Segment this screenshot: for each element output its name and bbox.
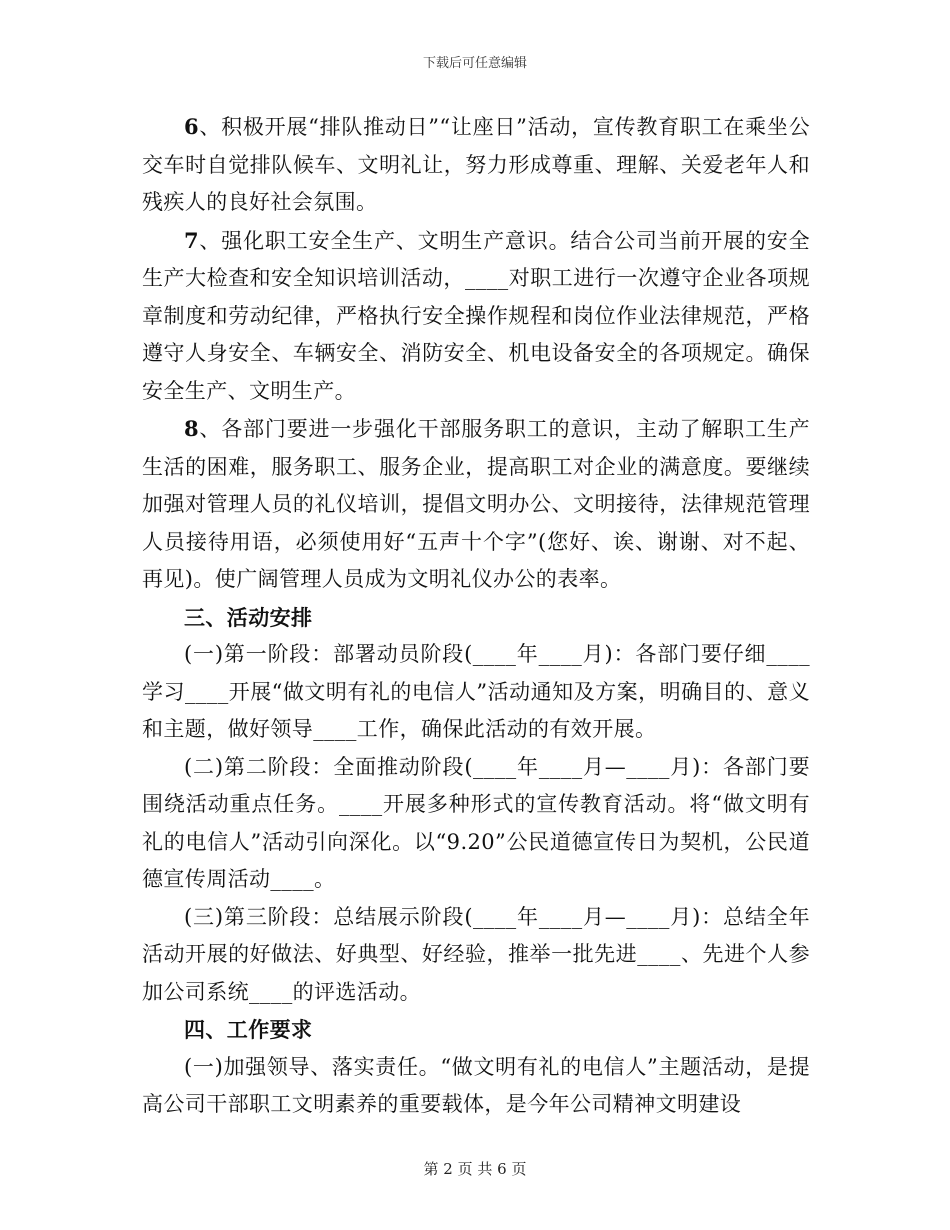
item-number: 7 [184,227,200,253]
page-header: 下载后可任意编辑 [422,56,527,71]
document-body [142,108,810,1124]
paragraph-text: 、积极开展“排队推动日”“让座日”活动，宣传教育职工在乘坐公交车时自觉排队候车、文明礼让，努力形成尊重、理解、关爱老年人和残疾人的良好社会氛围。 [142,115,810,214]
requirement-one-paragraph: (一)加强领导、落实责任。“做文明有礼的电信人”主题活动，是提高公司干部职工文明素养的重要载体，是今年公司精神文明建设 [142,1054,810,1116]
paragraph-text: 、强化职工安全生产、文明生产意识。结合公司当前开展的安全生产大检查和安全知识培训活动，____对职工进行一次遵守企业各项规章制度和劳动纪律，严格执行安全操作规程和岗位作业法律规范，严格遵守人身安全、车辆安全、消防安全、机电设备安全的各项规定。确保安全生产、文明生产。 [142,228,810,403]
section-heading-activity-schedule: 三、活动安排 [184,604,313,630]
item-number: 6 [184,114,200,139]
stage-one-paragraph: (一)第一阶段：部署动员阶段(____年____月)：各部门要仔细____学习____开展“做文明有礼的电信人”活动通知及方案，明确目的、意义和主题，做好领导____工作，确保此活动的有效开展。 [142,642,810,741]
stage-two-paragraph: (二)第二阶段：全面推动阶段(____年____月—____月)：各部门要围绕活动重点任务。____开展多种形式的宣传教育活动。将“做文明有礼的电信人”活动引向深化。以“9.20”公民道德宣传日为契机，公民道德宣传周活动____。 [142,754,810,891]
item-number: 8 [184,416,200,441]
paragraph-item-6 [142,108,810,222]
section-heading-work-requirements: 四、工作要求 [184,1017,313,1042]
paragraph-item-8 [142,410,810,599]
page-footer: 第 2 页 共 6 页 [423,1160,527,1178]
paragraph-item-7 [142,222,810,411]
paragraph-text: 、各部门要进一步强化干部服务职工的意识，主动了解职工生产生活的困难，服务职工、服务企业，提高职工对企业的满意度。要继续加强对管理人员的礼仪培训，提倡文明办公、文明接待，法律规范管理人员接待用语，必须使用好“五声十个字”(您好、诶、谢谢、对不起、再见)。使广阔管理人员成为文明礼仪办公的表率。 [142,417,810,591]
stage-three-paragraph: (三)第三阶段：总结展示阶段(____年____月—____月)：总结全年活动开展的好做法、好典型、好经验，推举一批先进____、先进个人参加公司系统____的评选活动。 [142,904,810,1004]
